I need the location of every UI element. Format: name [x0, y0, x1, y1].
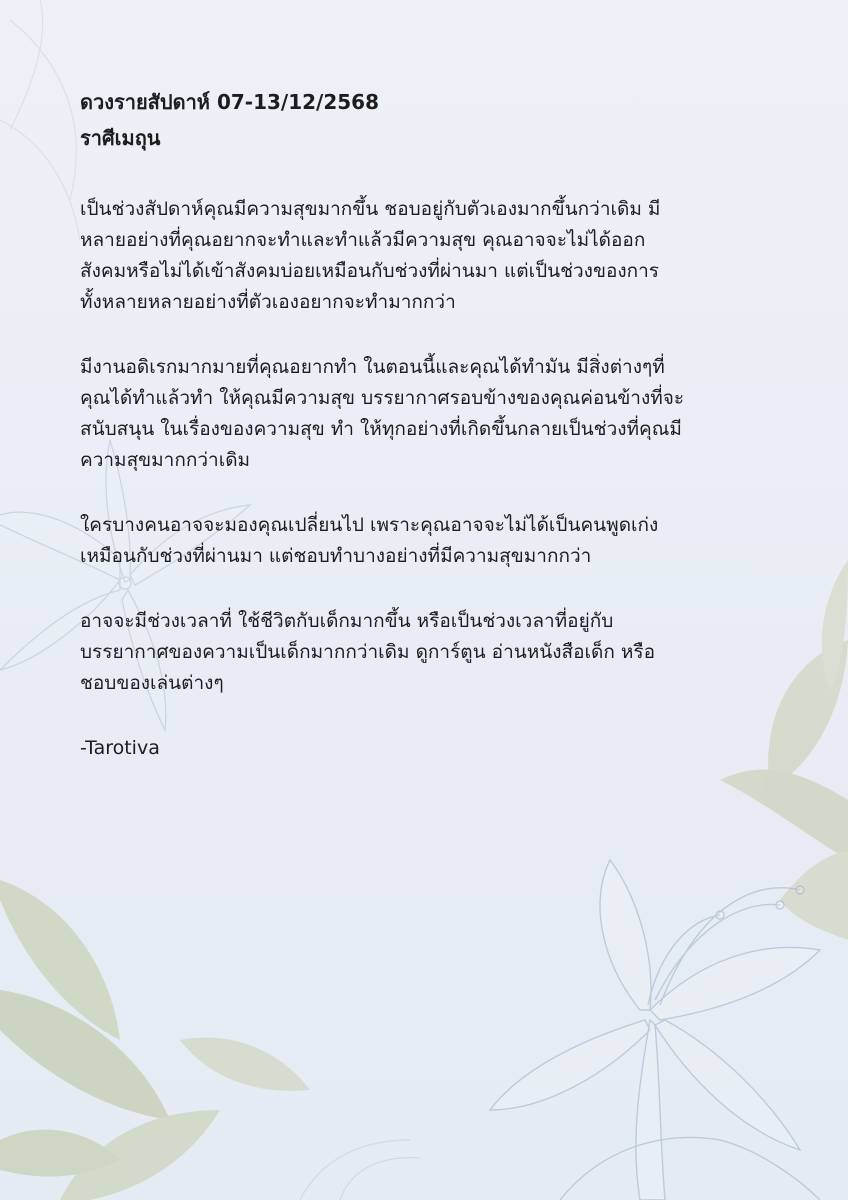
paragraph-line: สังคมหรือไม่ได้เข้าสังคมบ่อยเหมือนกับช่วงที่ผ่านมา แต่เป็นช่วงของการ: [80, 260, 660, 282]
lily-flower-bottom-right: [490, 860, 820, 1200]
paragraph-line: มีงานอดิเรกมากมายที่คุณอยากทำ ในตอนนี้และคุณได้ทำมัน มีสิ่งต่างๆที่: [80, 356, 665, 378]
paragraph-2: [80, 352, 780, 476]
paragraph-line: หลายอย่างที่คุณอยากจะทำและทำแล้วมีความสุข คุณอาจจะไม่ได้ออก: [80, 229, 646, 251]
paragraph-1: [80, 194, 780, 318]
paragraph-4: [80, 606, 780, 699]
zodiac-sign-heading: ราศีเมถุน: [80, 126, 161, 150]
lily-flower-bottom-left: [300, 1140, 420, 1200]
paragraph-line: บรรยากาศของความเป็นเด็กมากกว่าเดิม ดูการ์ตูน อ่านหนังสือเด็ก หรือ: [80, 641, 656, 663]
paragraph-line: ใครบางคนอาจจะมองคุณเปลี่ยนไป เพราะคุณอาจจะไม่ได้เป็นคนพูดเก่ง: [80, 514, 659, 536]
paragraph-line: คุณได้ทำแล้วทำ ให้คุณมีความสุข บรรยากาศรอบข้างของคุณค่อนข้างที่จะ: [80, 387, 685, 409]
paragraph-line: ความสุขมากกว่าเดิม: [80, 449, 251, 471]
leaves-bottom-left: [0, 880, 310, 1200]
paragraph-line: เป็นช่วงสัปดาห์คุณมีความสุขมากขึ้น ชอบอยู่กับตัวเองมากขึ้นกว่าเดิม มี: [80, 198, 661, 220]
paragraph-line: ชอบของเล่นต่างๆ: [80, 672, 224, 694]
horoscope-article: [80, 84, 780, 764]
page-title: ดวงรายสัปดาห์ 07-13/12/2568: [80, 90, 380, 114]
paragraph-3: [80, 510, 780, 572]
paragraph-line: สนับสนุน ในเรื่องของความสุข ทำ ให้ทุกอย่างที่เกิดขึ้นกลายเป็นช่วงที่คุณมี: [80, 418, 682, 440]
paragraph-line: เหมือนกับช่วงที่ผ่านมา แต่ชอบทำบางอย่างที่มีความสุขมากกว่า: [80, 545, 592, 567]
paragraph-line: อาจจะมีช่วงเวลาที่ ใช้ชีวิตกับเด็กมากขึ้น หรือเป็นช่วงเวลาที่อยู่กับ: [80, 610, 614, 632]
paragraph-line: ทั้งหลายหลายอย่างที่ตัวเองอยากจะทำมากกว่า: [80, 291, 456, 313]
author-signature: -Tarotiva: [80, 737, 160, 759]
lily-flower-top-left: [0, 0, 80, 240]
